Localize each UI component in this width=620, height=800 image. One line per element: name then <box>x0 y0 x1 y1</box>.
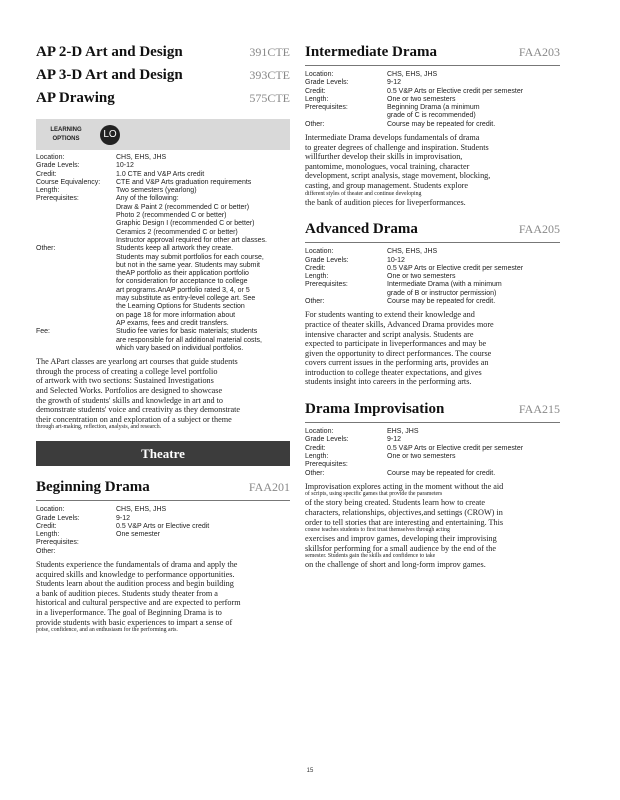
info-line: Any of the following: <box>116 195 179 203</box>
info-line: Draw & Paint 2 (recommended C or better) <box>116 203 250 211</box>
info-value: 0.5 V&P Arts or Elective credit per semester <box>387 444 524 452</box>
info-label: Prerequisites: <box>305 461 348 469</box>
info-length <box>305 273 560 281</box>
info-label: Prerequisites: <box>305 104 348 112</box>
info-line: Intermediate Drama (with a minimum <box>387 281 502 289</box>
desc-line: Students experience the fundamentals of drama and apply the <box>36 560 238 570</box>
info-label: Grade Levels: <box>36 162 80 170</box>
course-title: Advanced Drama <box>305 221 418 238</box>
info-value: 0.5 V&P Arts or Elective credit per semester <box>387 87 524 95</box>
course-code: 393CTE <box>249 68 290 82</box>
info-line: grade of C is recommended) <box>387 112 476 120</box>
info-credit <box>305 445 560 453</box>
info-value <box>387 281 560 298</box>
info-grade-levels <box>36 162 290 170</box>
desc-line: willfurther develop their skills in improvisation, <box>305 152 463 162</box>
course-drama-improvisation <box>305 401 560 570</box>
info-other <box>305 298 560 306</box>
info-prerequisites <box>305 281 560 298</box>
info-value: CHS, EHS, JHS <box>387 248 438 256</box>
info-value <box>116 539 290 547</box>
info-line: which vary based on individual portfolios. <box>116 344 244 352</box>
info-value <box>116 195 290 245</box>
info-line: art programs.AnAP portfolio rated 3, 4, or 5 <box>116 286 250 294</box>
desc-line: development, script analysis, stage movement, blocking, <box>305 171 491 181</box>
course-beginning-drama <box>36 479 290 634</box>
info-value: CHS, EHS, JHS <box>116 506 167 514</box>
info-value <box>387 461 560 469</box>
info-value <box>387 104 560 121</box>
desc-line: For students wanting to extend their knowledge and <box>305 310 475 320</box>
course-title: Beginning Drama <box>36 479 150 496</box>
info-label: Other: <box>36 547 56 555</box>
info-line: Graphic Design I (recommended C or better) <box>116 220 255 228</box>
page-number: 15 <box>306 768 314 774</box>
course-code: FAA205 <box>518 222 560 237</box>
info-line: Studio fee varies for basic materials; students <box>116 328 258 336</box>
info-label: Credit: <box>36 170 57 178</box>
course-header <box>305 401 560 418</box>
info-label: Location: <box>305 248 334 256</box>
info-location <box>305 71 560 79</box>
desc-line: given the opportunity to direct performances. The course <box>305 348 492 358</box>
divider <box>305 242 560 243</box>
info-label: Prerequisites: <box>305 281 348 289</box>
learning-options-banner <box>36 119 290 150</box>
info-grade-levels <box>305 79 560 87</box>
info-value <box>116 548 290 556</box>
learning-options-label <box>44 126 88 144</box>
info-line: Students may submit portfolios for each course, <box>116 253 264 261</box>
ap-course-description <box>36 357 290 431</box>
info-value: EHS, JHS <box>387 428 419 436</box>
desc-line-small: of scripts, using specific games that provide the parameters <box>305 491 443 498</box>
info-label: Length: <box>36 187 60 195</box>
info-label: Other: <box>305 298 325 306</box>
info-credit <box>36 523 290 531</box>
info-length <box>305 453 560 461</box>
info-line: for consideration for acceptance to college <box>116 278 248 286</box>
divider <box>305 65 560 66</box>
info-line: Beginning Drama (a minimum <box>387 104 480 112</box>
course-code: FAA215 <box>518 402 560 417</box>
desc-line: to greater degrees of challenge and inspiration. Students <box>305 142 489 152</box>
desc-line: expected to participate in liveperformances and may be <box>305 339 487 349</box>
course-info <box>305 248 560 306</box>
info-line: on page 18 for more information about <box>116 311 236 319</box>
learning-options-line1: LEARNING <box>50 126 82 133</box>
info-value: Two semesters (yearlong) <box>116 187 197 195</box>
info-other <box>36 548 290 556</box>
info-label: Credit: <box>305 87 326 95</box>
course-description <box>36 560 290 634</box>
info-value: One semester <box>116 531 160 539</box>
info-location <box>305 248 560 256</box>
course-title: Intermediate Drama <box>305 44 438 60</box>
desc-line: on the challenge of short and long-form improv games. <box>305 560 486 570</box>
info-label: Prerequisites: <box>36 195 79 203</box>
desc-line: of the story being created. Students learn how to create <box>305 498 486 508</box>
info-label: Other: <box>36 245 56 253</box>
info-value: 9-12 <box>387 79 402 87</box>
desc-line: skillsfor performing for a small audience by the end of the <box>305 543 496 553</box>
desc-line: pantomime, monologues, vocal training, character <box>305 161 470 171</box>
info-line: but not in the same year. Students may submit <box>116 261 260 269</box>
course-header <box>36 479 290 496</box>
course-description <box>305 310 560 387</box>
info-label: Location: <box>36 154 65 161</box>
desc-line-small: different styles of theater and continue developing <box>305 190 422 197</box>
desc-line: demonstrate students' voice and creativity as they demonstrate <box>36 405 241 415</box>
desc-line: practice of theater skills, Advanced Drama provides more <box>305 319 494 329</box>
desc-line: their concentration on and exploration of a subject or theme <box>36 414 232 424</box>
learning-options-icon: LO <box>100 125 120 145</box>
desc-line: Students learn about the audition process and begin building <box>36 579 234 589</box>
info-grade-levels <box>36 515 290 523</box>
info-label: Other: <box>305 469 325 477</box>
left-column <box>36 44 290 634</box>
info-grade-levels <box>305 436 560 444</box>
info-value: CTE and V&P Arts graduation requirements <box>116 178 252 186</box>
desc-line: the growth of students' skills and knowledge in art and to <box>36 395 224 405</box>
desc-line: Improvisation explores acting in the moment without the aid <box>305 481 504 491</box>
info-fee <box>36 328 290 353</box>
course-info <box>305 428 560 478</box>
info-grade-levels <box>305 257 560 265</box>
divider <box>36 500 290 501</box>
info-label: Credit: <box>305 264 326 272</box>
desc-line: provide students with basic experiences to impart a sense of <box>36 617 233 627</box>
course-header <box>305 221 560 238</box>
info-value: Course may be repeated for credit. <box>387 469 496 477</box>
info-line: the Learning Options for Students section <box>116 303 245 311</box>
info-prerequisites <box>305 104 560 121</box>
course-code: 575CTE <box>249 91 290 105</box>
info-line: are responsible for all additional material costs, <box>116 336 262 344</box>
learning-options-line2: OPTIONS <box>52 135 80 142</box>
course-description <box>305 133 560 207</box>
desc-line: The APart classes are yearlong art courses that guide students <box>36 357 238 367</box>
info-line: Ceramics 2 (recommended C or better) <box>116 228 238 236</box>
info-label: Length: <box>305 273 329 281</box>
info-value: One or two semesters <box>387 95 456 103</box>
info-prerequisites <box>305 461 560 469</box>
info-value <box>116 328 290 353</box>
divider <box>305 422 560 423</box>
course-title: Drama Improvisation <box>305 401 445 418</box>
info-credit <box>36 171 290 179</box>
desc-line: of artwork with two sections: Sustained Investigations <box>36 376 214 386</box>
info-location <box>305 428 560 436</box>
info-value: One or two semesters <box>387 452 456 460</box>
desc-line: casting, and group management. Students explore <box>305 181 469 191</box>
desc-line: in a liveperformance. The goal of Beginning Drama is to <box>36 608 222 618</box>
info-location <box>36 154 290 162</box>
info-label: Location: <box>36 506 65 514</box>
desc-line: Intermediate Drama develops fundamentals of drama <box>305 133 480 143</box>
info-value: 0.5 V&P Arts or Elective credit <box>116 522 210 530</box>
desc-line: covers current issues in the performing arts, provides an <box>305 358 489 368</box>
course-info <box>305 71 560 129</box>
course-title: AP 2-D Art and Design <box>36 44 183 60</box>
info-label: Location: <box>305 71 334 78</box>
info-value: 9-12 <box>116 514 131 522</box>
desc-line-small: poise, confidence, and an enthusiasm for the performing arts. <box>36 627 178 634</box>
info-label: Credit: <box>36 522 57 530</box>
desc-line: exercises and improv games, developing their improvising <box>305 534 497 544</box>
info-other <box>305 470 560 478</box>
course-header-ap-drawing <box>36 90 290 113</box>
desc-line: a bank of audition pieces. Students study theater from a <box>36 588 218 598</box>
course-intermediate-drama <box>305 44 560 207</box>
info-line: Students keep all artwork they create. <box>116 245 234 253</box>
info-course-equivalency <box>36 179 290 187</box>
info-value: 9-12 <box>387 436 402 444</box>
info-value <box>116 245 290 328</box>
info-line: Instructor approval required for other art classes. <box>116 236 267 244</box>
info-length <box>305 96 560 104</box>
info-value: Course may be repeated for credit. <box>387 120 496 128</box>
info-other <box>305 121 560 129</box>
desc-line-small: semester. Students gain the skills and confidence to take <box>305 553 436 560</box>
desc-line: order to tell stories that are interesting and entertaining. This <box>305 517 504 527</box>
info-other <box>36 245 290 328</box>
info-value: CHS, EHS, JHS <box>387 71 438 78</box>
info-label: Grade Levels: <box>305 436 349 444</box>
info-label: Location: <box>305 428 334 436</box>
info-line: may substitute as entry-level college art. See <box>116 295 256 303</box>
desc-line: students insight into careers in the performing arts. <box>305 377 472 387</box>
desc-line: and Selected Works. Portfolios are designed to showcase <box>36 385 223 395</box>
info-value: CHS, EHS, JHS <box>116 154 167 161</box>
desc-line: the bank of audition pieces for liveperformances. <box>305 197 466 207</box>
course-title: AP Drawing <box>36 90 115 106</box>
info-value: 10-12 <box>387 256 405 264</box>
right-column <box>305 44 560 570</box>
info-credit <box>305 265 560 273</box>
info-label: Grade Levels: <box>305 256 349 264</box>
info-label: Credit: <box>305 444 326 452</box>
info-line: theAP portfolio as their application portfolio <box>116 270 249 278</box>
info-label: Length: <box>305 452 329 460</box>
desc-line-small: course teaches students to first trust themselves through acting <box>305 527 450 534</box>
info-label: Fee: <box>36 328 51 336</box>
course-description <box>305 482 560 570</box>
info-label: Length: <box>36 531 60 539</box>
course-title: AP 3-D Art and Design <box>36 67 183 83</box>
info-length <box>36 531 290 539</box>
info-value: One or two semesters <box>387 273 456 281</box>
info-line: grade of B or instructor permission) <box>387 289 497 297</box>
info-label: Prerequisites: <box>36 539 79 547</box>
info-label: Length: <box>305 95 329 103</box>
info-value: 10-12 <box>116 162 134 170</box>
info-prerequisites <box>36 195 290 245</box>
desc-line: acquired skills and knowledge to performance opportunities. <box>36 569 235 579</box>
info-label: Course Equivalency: <box>36 178 101 186</box>
info-credit <box>305 88 560 96</box>
info-value: 1.0 CTE and V&P Arts credit <box>116 170 205 178</box>
course-code: FAA201 <box>248 480 290 495</box>
course-header <box>305 44 560 61</box>
course-code: FAA203 <box>518 45 560 59</box>
desc-line-small: through art-making, reflection, analysis, and research. <box>36 424 162 431</box>
desc-line: through the process of creating a college level portfolio <box>36 366 218 376</box>
info-length <box>36 187 290 195</box>
course-code: 391CTE <box>249 45 290 59</box>
info-line: AP exams, fees and credit transfers. <box>116 319 229 327</box>
info-label: Grade Levels: <box>36 514 80 522</box>
info-location <box>36 506 290 514</box>
desc-line: intensive character and script analysis. Students are <box>305 329 474 339</box>
info-label: Grade Levels: <box>305 79 349 87</box>
course-header-ap-3d <box>36 67 290 90</box>
course-header-ap-2d <box>36 44 290 67</box>
info-label: Other: <box>305 120 325 128</box>
info-value: 0.5 V&P Arts or Elective credit per semester <box>387 264 524 272</box>
course-advanced-drama <box>305 221 560 387</box>
info-line: Photo 2 (recommended C or better) <box>116 212 227 220</box>
desc-line: introduction to college theater expectations, and gives <box>305 367 482 377</box>
desc-line: characters, relationships, objectives,and settings (CROW) in <box>305 508 503 518</box>
theatre-section-banner: Theatre <box>36 441 290 466</box>
desc-line: historical and cultural perspective and are expected to perform <box>36 598 241 608</box>
info-prerequisites <box>36 539 290 547</box>
course-info <box>36 506 290 556</box>
ap-course-info <box>36 154 290 353</box>
info-value: Course may be repeated for credit. <box>387 298 496 306</box>
